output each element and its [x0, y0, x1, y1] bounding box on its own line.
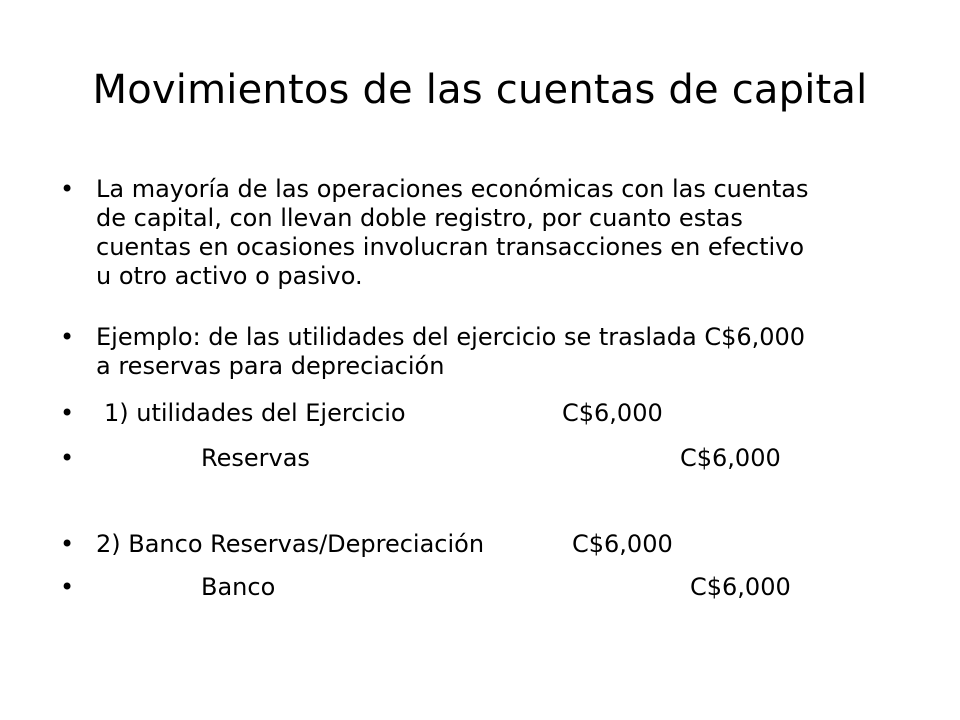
slide-title: Movimientos de las cuentas de capital [92, 67, 868, 113]
entry-account-label: Reservas [201, 444, 310, 472]
bullet-dot: • [60, 573, 75, 601]
bullet-dot: • [60, 175, 75, 203]
entry-account-label: 1) utilidades del Ejercicio [104, 399, 406, 427]
entry-account-label: Banco [201, 573, 276, 601]
bullet-dot: • [60, 323, 75, 351]
entry-amount: C$6,000 [562, 399, 663, 427]
bullet-dot: • [60, 530, 75, 558]
bullet-text: Ejemplo: de las utilidades del ejercicio se traslada C$6,000 a reservas para depreciación [96, 323, 806, 380]
entry-amount: C$6,000 [680, 444, 781, 472]
entry-account-label: 2) Banco Reservas/Depreciación [96, 530, 485, 558]
bullet-dot: • [60, 399, 75, 427]
bullet-text: La mayoría de las operaciones económicas con las cuentas de capital, con llevan doble registro, por cuanto estas cuentas en ocasiones involucran transacciones en efectivo u otro activo o pasivo. [96, 175, 809, 290]
bullet-dot: • [60, 444, 75, 472]
entry-amount: C$6,000 [690, 573, 791, 601]
entry-amount: C$6,000 [572, 530, 673, 558]
